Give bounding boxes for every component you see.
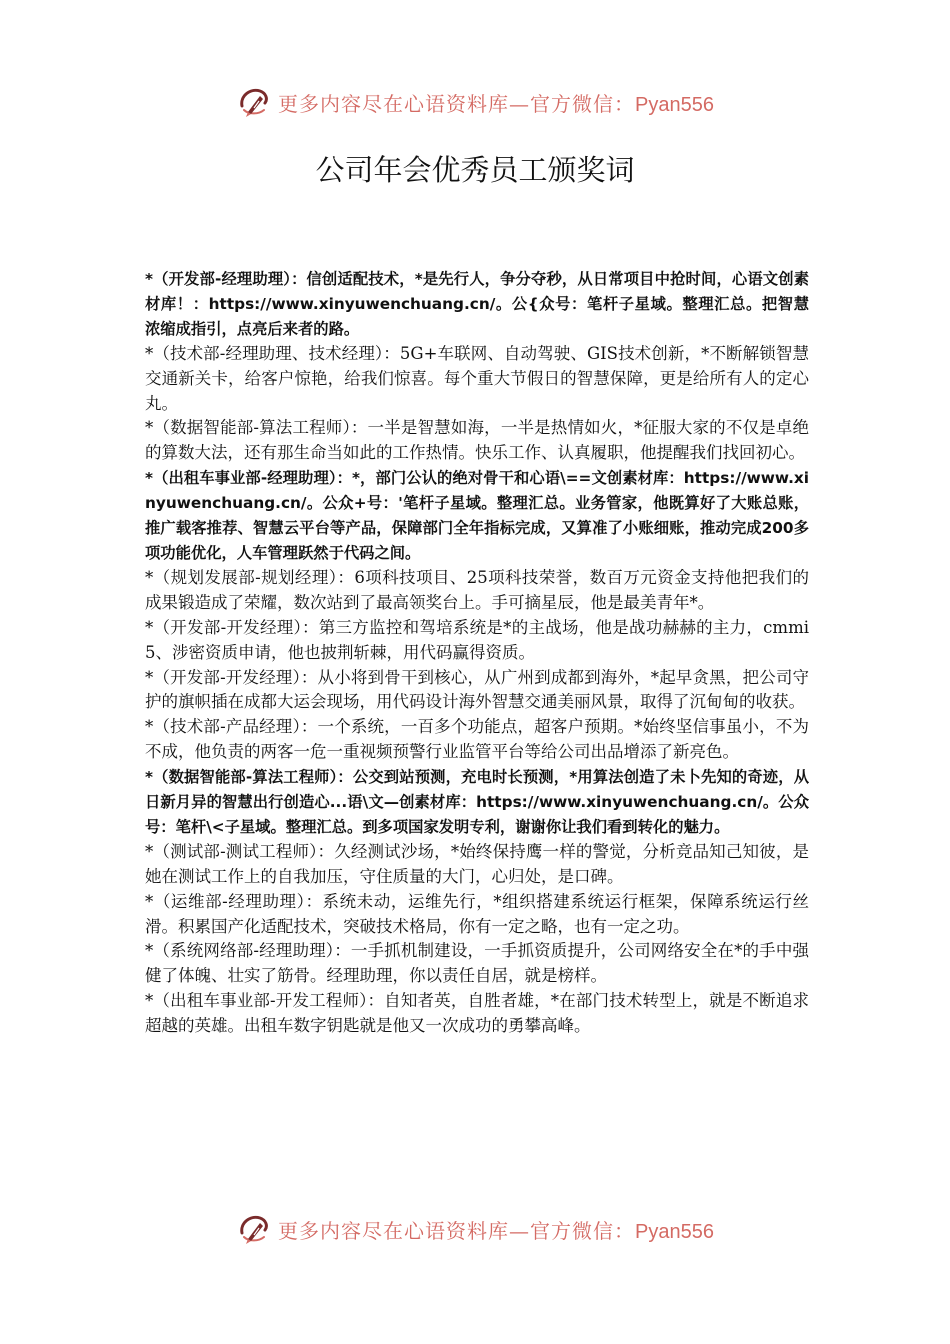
document-body <box>145 267 809 1039</box>
pen-logo-icon <box>236 84 272 120</box>
footer-banner-label: 更多内容尽在心语资料库—官方微信： <box>278 1218 636 1243</box>
award-paragraph-13: *（出租车事业部-开发工程师）：自知者英，自胜者雄，*在部门技术转型上，就是不断追求超越的英雄。出租车数字钥匙就是他又一次成功的勇攀高峰。 <box>145 991 809 1036</box>
header-banner-text <box>278 88 714 117</box>
award-paragraph-8: *（技术部-产品经理）：一个系统，一百多个功能点，超客户预期。*始终坚信事虽小，不为不成，他负责的两客一危一重视频预警行业监管平台等给公司出品增添了新亮色。 <box>145 717 809 762</box>
award-paragraph-6: *（开发部-开发经理）：第三方监控和驾培系统是*的主战场，他是战功赫赫的主力，cmmi5、涉密资质申请，他也披荆斩棘，用代码赢得资质。 <box>145 617 809 662</box>
award-paragraph-12: *（系统网络部-经理助理）：一手抓机制建设，一手抓资质提升，公司网络安全在*的手中强健了体魄、壮实了筋骨。经理助理，你以责任自居，就是榜样。 <box>145 941 809 986</box>
header-banner-label: 更多内容尽在心语资料库—官方微信： <box>278 91 636 116</box>
document-title: 公司年会优秀员工颁奖词 <box>315 153 635 187</box>
award-paragraph-11: *（运维部-经理助理）：系统未动，运维先行，*组织搭建系统运行框架，保障系统运行丝滑。积累国产化适配技术，突破技术格局，你有一定之略，也有一定之功。 <box>145 891 809 936</box>
footer-banner-text <box>278 1215 714 1244</box>
award-paragraph-10: *（测试部-测试工程师）：久经测试沙场，*始终保持鹰一样的警觉，分析竞品知己知彼，是她在测试工作上的自我加压，守住质量的大门，心归处，是口碑。 <box>145 841 809 886</box>
award-paragraph-4: *（出租车事业部-经理助理）：*，部门公认的绝对骨干和心语\==文创素材库：https://www.xinyuwenchuang.cn/。公众+号：'笔杆子星域。整理汇总。业务管家，他既算好了大账总账，推广载客推荐、智慧云平台等产品，保障部门全年指标完成，又算准了小账细账，推动完成200多项功能优化，人车管理跃然于代码之间。 <box>145 469 809 562</box>
award-paragraph-1: *（开发部-经理助理）：信创适配技术，*是先行人，争分夺秒，从日常项目中抢时间，心语文创素材库！：https://www.xinyuwenchuang.cn/。公{众号：笔杆子星域。整理汇总。把智慧浓缩成指引，点亮后来者的路。 <box>145 270 809 338</box>
award-paragraph-9: *（数据智能部-算法工程师）：公交到站预测，充电时长预测，*用算法创造了未卜先知的奇迹，从日新月异的智慧出行创造心...语\文—创素材库：https://www.xinyuwenchuang.cn/。公众号：笔杆\<子星域。整理汇总。到多项国家发明专利，谢谢你让我们看到转化的魅力。 <box>145 768 809 836</box>
header-wechat-id: Pyan556 <box>635 93 714 116</box>
footer-banner <box>0 1209 950 1249</box>
award-paragraph-2: *（技术部-经理助理、技术经理）：5G+车联网、自动驾驶、GIS技术创新，*不断解锁智慧交通新关卡，给客户惊艳，给我们惊喜。每个重大节假日的智慧保障，更是给所有人的定心丸。 <box>145 343 809 413</box>
footer-wechat-id: Pyan556 <box>635 1220 714 1243</box>
pen-logo-icon <box>236 1211 272 1247</box>
award-paragraph-3: *（数据智能部-算法工程师）：一半是智慧如海，一半是热情如火，*征服大家的不仅是卓绝的算数大法，还有那生命当如此的工作热情。快乐工作、认真履职，他提醒我们找回初心。 <box>145 418 809 463</box>
award-paragraph-7: *（开发部-开发经理）：从小将到骨干到核心，从广州到成都到海外，*起早贪黑，把公司守护的旗帜插在成都大运会现场，用代码设计海外智慧交通美丽风景，取得了沉甸甸的收获。 <box>145 667 809 712</box>
award-paragraph-5: *（规划发展部-规划经理）：6项科技项目、25项科技荣誉，数百万元资金支持他把我们的成果锻造成了荣耀，数次站到了最高领奖台上。手可摘星辰，他是最美青年*。 <box>145 567 809 612</box>
header-banner <box>0 82 950 122</box>
